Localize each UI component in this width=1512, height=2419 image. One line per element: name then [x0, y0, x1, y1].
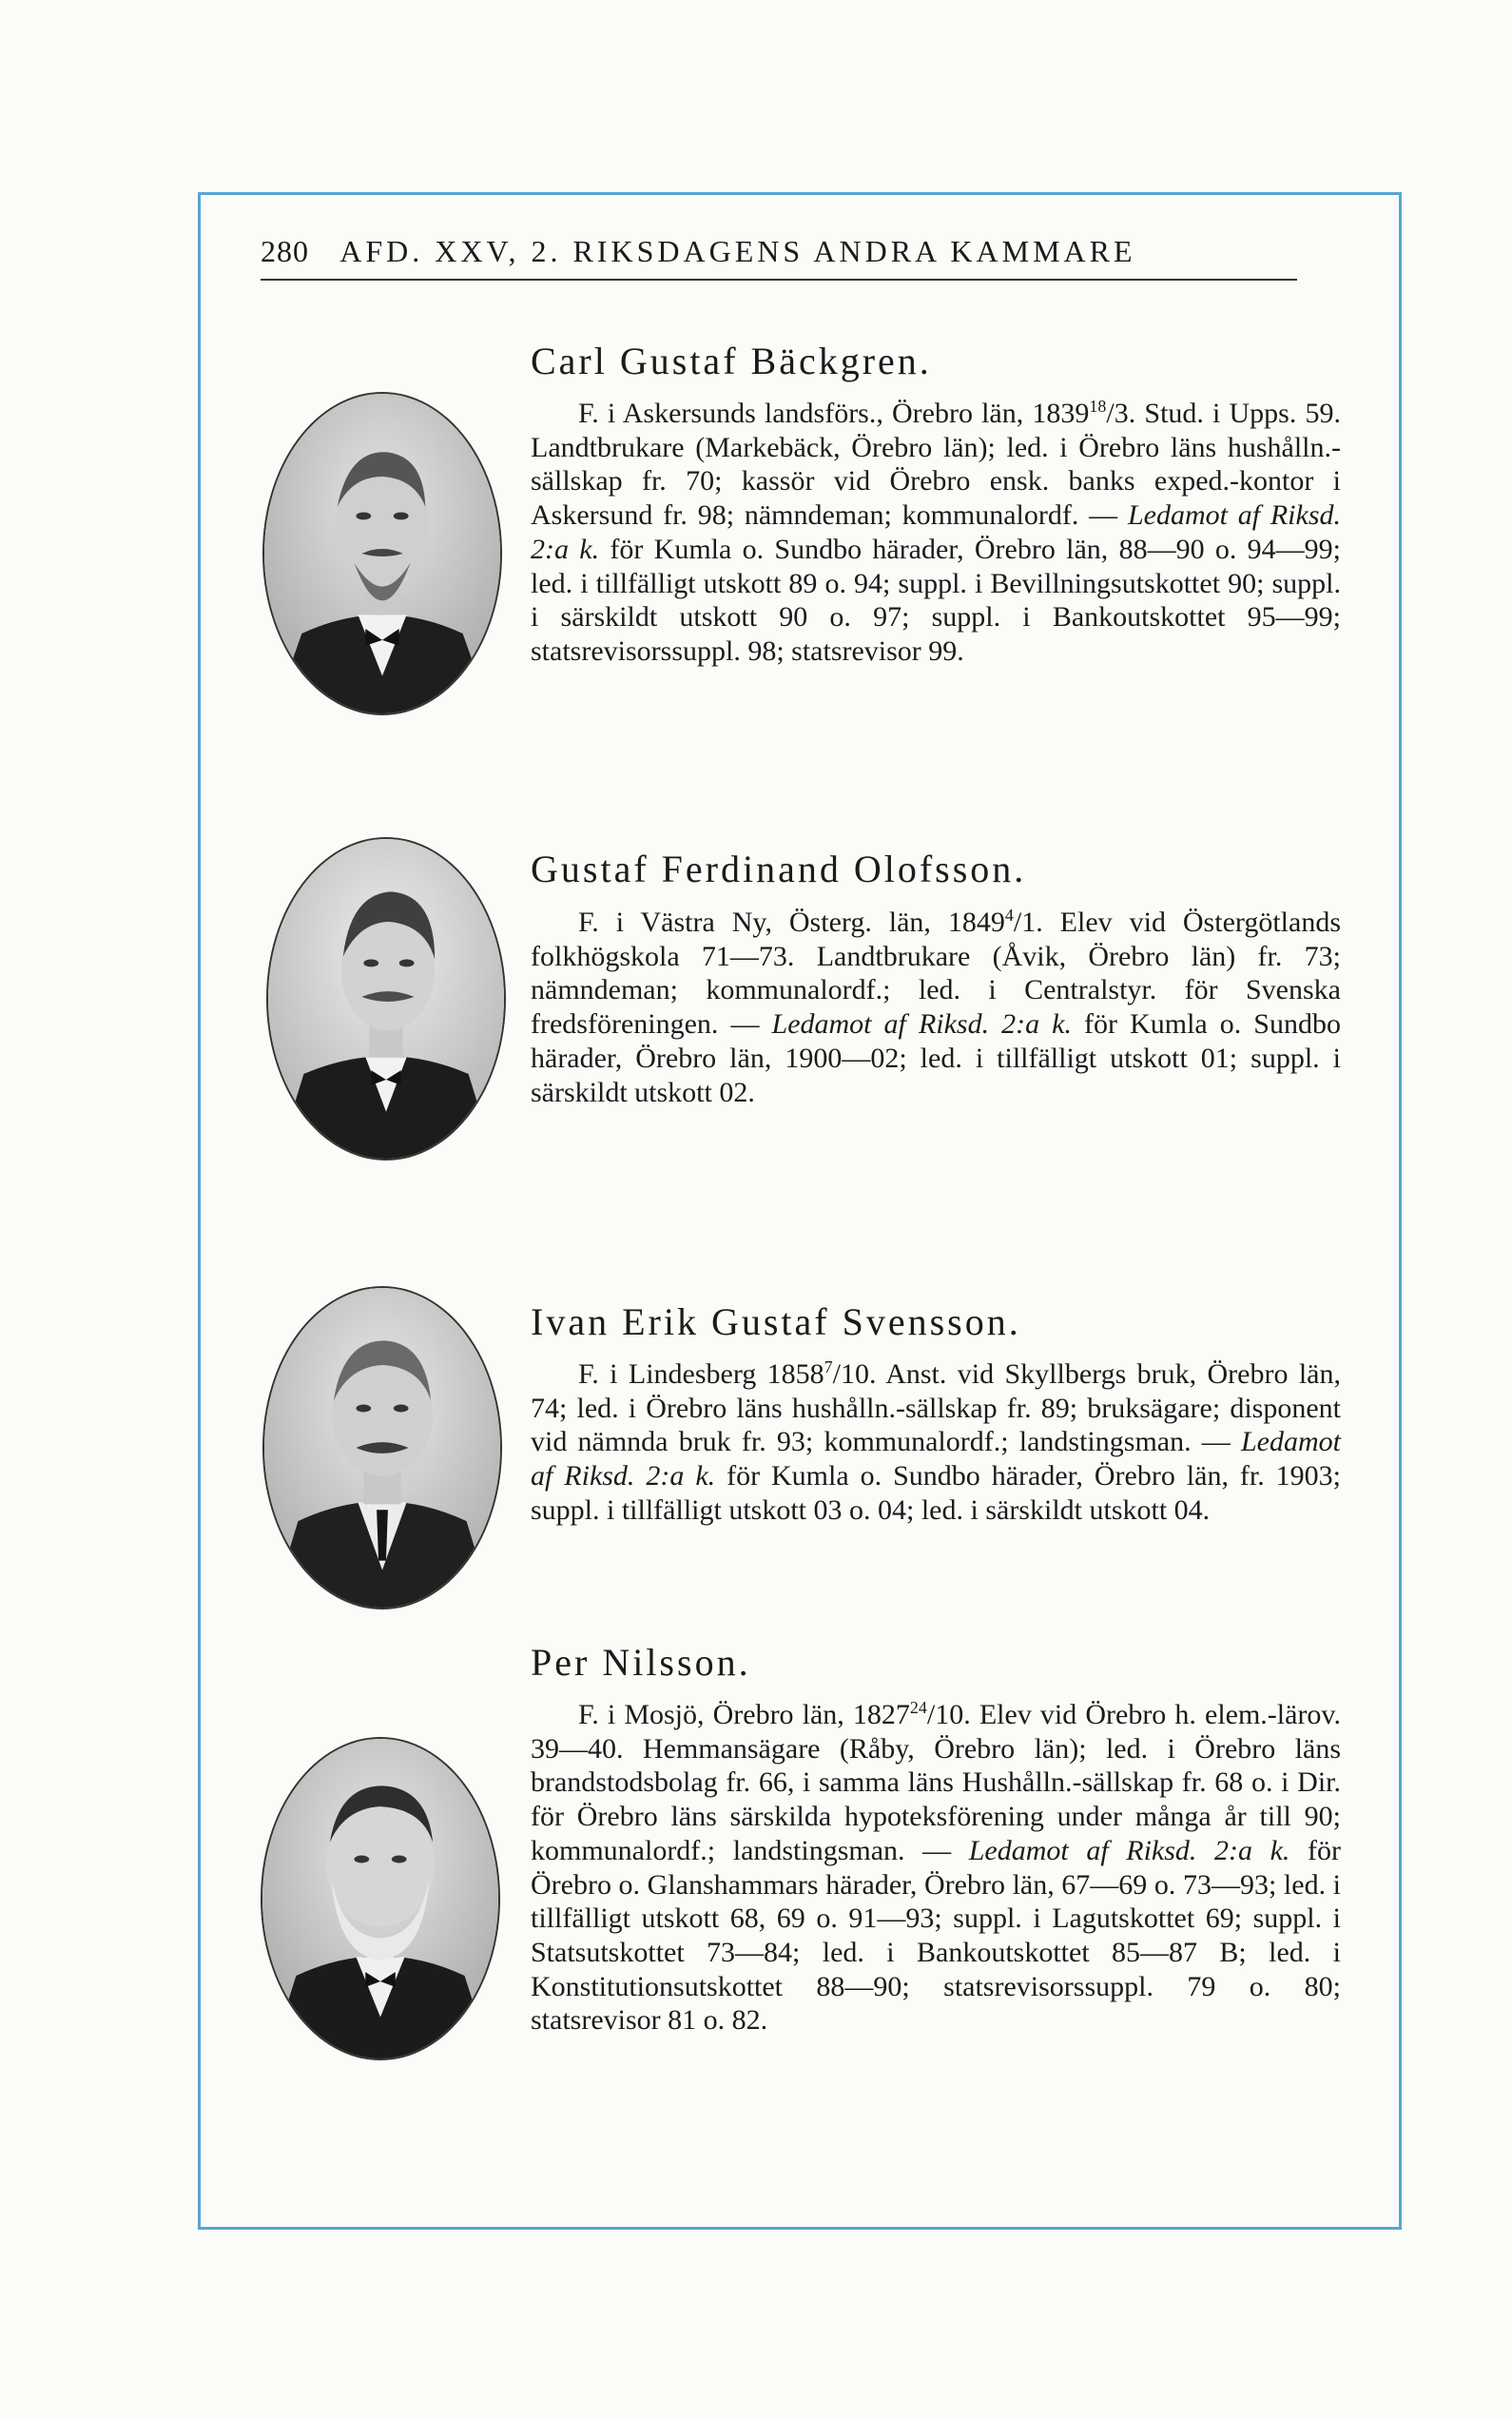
header-title: RIKSDAGENS ANDRA KAMMARE	[572, 234, 1136, 268]
person-name: Per Nilsson.	[531, 1641, 751, 1684]
person-name: Gustaf Ferdinand Olofsson.	[531, 848, 1027, 890]
portrait-photo	[266, 837, 506, 1161]
running-header	[261, 234, 1297, 281]
biography-text: F. i Lindesberg 1858$^7$/10. Anst. vid Skyllbergs bruk, Örebro län, 74; led. i Örebro läns hushålln.-sällskap fr. 89; bruksägare; disponent vid nämnda bruk fr. 93; kommunalordf.; landstingsman. — Ledamot af Riksd. 2:a k. för Kumla o. Sundbo härader, Örebro län, fr. 1903; suppl. i tillfälligt utskott 03 o. 04; led. i särskildt utskott 04.	[531, 1357, 1341, 1526]
section-label: AFD. XXV, 2.	[339, 234, 562, 268]
biography-text: F. i Askersunds landsförs., Örebro län, 1839$^{18}$/3. Stud. i Upps. 59. Landtbrukare (Markebäck, Örebro län); led. i Örebro läns hushålln.-sällskap fr. 70; kassör vid Örebro ensk. banks exped.-kontor i Askersund fr. 98; nämndeman; kommunalordf. — Ledamot af Riksd. 2:a k. för Kumla o. Sundbo härader, Örebro län, 88—90 o. 94—99; led. i tillfälligt utskott 89 o. 94; suppl. i Bevillningsutskottet 90; suppl. i särskildt utskott 90 o. 97; suppl. i Bankoutskottet 95—99; statsrevisorssuppl. 98; statsrevisor 99.	[531, 397, 1341, 667]
portrait-photo	[261, 1737, 500, 2060]
biography-text: F. i Västra Ny, Österg. län, 1849$^4$/1. Elev vid Östergötlands folkhögskola 71—73. Landtbrukare (Åvik, Örebro län) fr. 73; nämndeman; kommunalordf.; led. i Centralstyr. för Svenska fredsföreningen. — Ledamot af Riksd. 2:a k. för Kumla o. Sundbo härader, Örebro län, 1900—02; led. i tillfälligt utskott 01; suppl. i särskildt utskott 02.	[531, 906, 1341, 1108]
portrait-photo	[262, 1286, 502, 1609]
biography-text: F. i Mosjö, Örebro län, 1827$^{24}$/10. Elev vid Örebro h. elem.-lärov. 39—40. Hemmansägare (Råby, Örebro län); led. i Örebro läns brandstodsbolag fr. 66, i samma läns Hushålln.-sällskap fr. 68 o. i Dir. för Örebro läns särskilda hypoteksförening under många år till 90; kommunalordf.; landstingsman. — Ledamot af Riksd. 2:a k. för Örebro o. Glanshammars härader, Örebro län, 67—69 o. 73—93; led. i tillfälligt utskott 68, 69 o. 91—93; suppl. i Lagutskottet 69; suppl. i Statsutskottet 73—84; led. i Bankoutskottet 85—87 B; led. i Konstitutionsutskottet 88—90; statsrevisorssuppl. 79 o. 80; statsrevisor 81 o. 82.	[531, 1698, 1341, 2037]
person-name: Ivan Erik Gustaf Svensson.	[531, 1300, 1021, 1343]
person-name: Carl Gustaf Bäckgren.	[531, 340, 932, 382]
portrait-photo	[262, 392, 502, 715]
page-number: 280	[261, 234, 309, 268]
